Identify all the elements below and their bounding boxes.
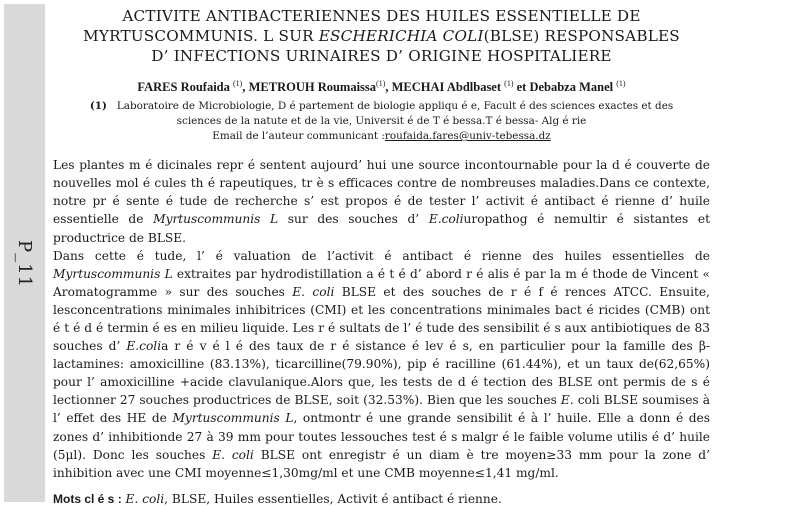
paper-title	[53, 6, 710, 66]
abstract-paragraph-2: Dans cette é tude, l’ é valuation de l’activit é antibact é rienne des huiles essentielles de Myrtuscommunis L extraites par hydrodistillation a é t é d’ abord r é alis é par la m é thode de Vincent « Aromatogramme » sur des souches E. coli BLSE et des souches de r é f é rences ATCC. Ensuite, lesconcentrations minimales inhibitrices (CMI) et les concentrations minimales bact é ricides (CMB) ont é t é d é termin é es en milieu liquide. Les r é sultats de l’ é tude des sensibilit é s aux antibiotiques de 83 souches d’ E.colia r é v é l é des taux de r é sistance é lev é s, en particulier pour la famille des β-lactamines: amoxicilline (83.13%), ticarcilline(79.90%), pip é racilline (61.44%), et un taux de(62,65%) pour l’ amoxicilline +acide clavulanique.Alors que, les tests de d é tection des BLSE ont permis de s é lectionner 27 souches productrices de BLSE, soit (32.53%). Bien que les souches E. coli BLSE soumises à l’ effet des HE de Myrtuscommunis L, ontmontr é une grande sensibilit é à l’ huile. Elle a donn é des zones d’ inhibitionde 27 à 39 mm pour toutes lessouches test é s malgr é le faible volume utilis é d’ huile (5μl). Donc les souches E. coli BLSE ont enregistr é un diam è tre moyen≥33 mm pour la zone d’ inhibition avec une CMI moyenne≤1,30mg/ml et une CMB moyenne≤1,41 mg/ml.	[53, 248, 711, 480]
author-name: METROUH Roumaissa	[248, 80, 377, 95]
title-italic-species: ESCHERICHIA COLI	[318, 27, 484, 45]
keywords: Mots cl é s : E. coli, BLSE, Huiles essentielles, Activit é antibact é rienne.	[53, 491, 502, 506]
keywords-label: Mots cl é s :	[53, 491, 122, 506]
abstract-paragraph-1: Les plantes m é dicinales repr é sentent aujourd’ hui une source incontournable pour la d é couverte de nouvelles mol é cules th é rapeutiques, tr è s efficaces contre de nombreuses maladies.Dans ce contexte, notre pr é sente é tude de recherche s’ est propos é de tester l’ activit é antibact é rienne d’ huile essentielle de Myrtuscommunis L sur des souches d’ E.coliuropathog é nemultir é sistantes et productrice de BLSE.	[53, 158, 711, 245]
abstract-text	[53, 156, 710, 482]
page-sidebar	[4, 4, 45, 502]
title-line-2: MYRTUSCOMMUNIS. L SUR ESCHERICHIA COLI(BLSE) RESPONSABLES	[83, 27, 680, 45]
author-name: FARES Roufaida	[137, 80, 234, 95]
author-list: FARES Roufaida $^{(1)}$, METROUH Roumaissa$^{(1)}$, MECHAI Abdlbaset $^{(1)}$ et Debabza Manel $^{(1)}$	[137, 79, 626, 95]
affiliation: (1) Laboratoire de Microbiologie, D é partement de biologie appliqu é e, Facult é des sciences exactes et des sciences de la natute et de la vie, Universit é de T é bessa.T é bessa- Alg é rie Email de l’auteur communicant :roufaida.fares@univ-tebessa.dz	[53, 99, 710, 144]
author-name: Debabza Manel	[529, 80, 617, 95]
author-name: MECHAI Abdlbaset	[391, 80, 505, 95]
corresponding-email: Email de l’auteur communicant :roufaida.fares@univ-tebessa.dz	[212, 130, 551, 143]
paper-content	[53, 6, 710, 506]
email-link[interactable]: roufaida.fares@univ-tebessa.dz	[384, 130, 551, 143]
title-line-3: D’ INFECTIONS URINAIRES D’ ORIGINE HOSPITALIERE	[151, 47, 612, 65]
page-number-label: P_11	[14, 240, 35, 289]
title-line-1: ACTIVITE ANTIBACTERIENNES DES HUILES ESSENTIELLE DE	[122, 7, 641, 25]
